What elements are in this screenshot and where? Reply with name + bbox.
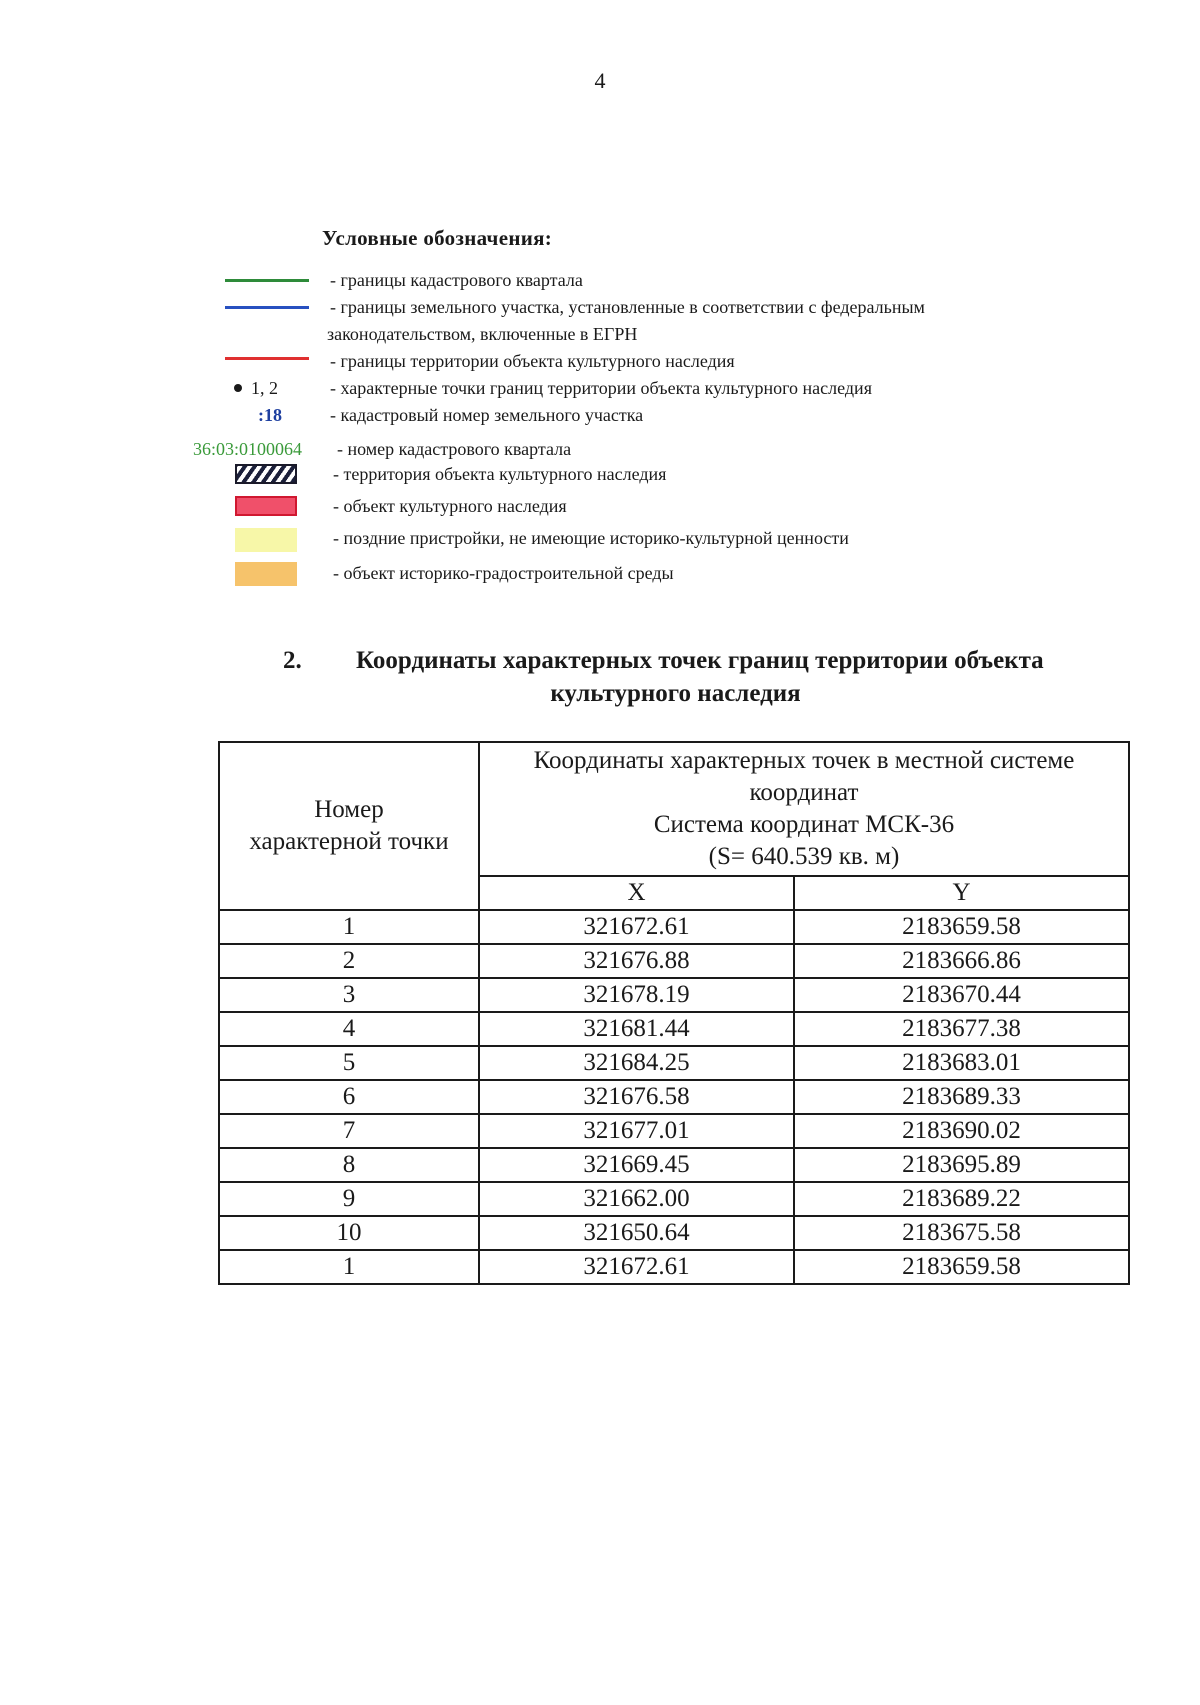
- header-x: X: [479, 876, 794, 910]
- section-number: 2.: [283, 647, 302, 674]
- cell-x: 321677.01: [479, 1114, 794, 1148]
- yellow-swatch-icon: [235, 528, 297, 552]
- legend-item-cadastral-block-boundary: [0, 268, 1200, 294]
- legend-item-cadastral-number: [0, 403, 1200, 429]
- cell-x: 321669.45: [479, 1148, 794, 1182]
- cell-point-number: 9: [219, 1182, 479, 1216]
- header-coordinates-line4: (S= 640.539 кв. м): [708, 843, 900, 870]
- legend-item-heritage-territory: [0, 462, 1200, 488]
- table-row: [219, 1046, 1129, 1080]
- legend-item-late-additions: [0, 526, 1200, 552]
- red-line-symbol: [225, 357, 309, 360]
- legend-item-land-plot-boundary: [0, 295, 1200, 347]
- cell-y: 2183677.38: [794, 1012, 1129, 1046]
- point-symbol: [234, 376, 278, 400]
- legend-text: - номер кадастрового квартала: [337, 439, 572, 459]
- cell-point-number: 10: [219, 1216, 479, 1250]
- legend-item-heritage-territory-boundary: [0, 349, 1200, 375]
- header-coordinates-line3: Система координат МСК-36: [653, 811, 955, 838]
- legend-text: - поздние пристройки, не имеющие историко-культурной ценности: [333, 528, 849, 548]
- table-row: [219, 1216, 1129, 1250]
- header-point-number-line1: Номер: [314, 796, 384, 823]
- cell-point-number: 3: [219, 978, 479, 1012]
- table-row: [219, 1182, 1129, 1216]
- section-title-line2: культурного наследия: [550, 680, 801, 707]
- cell-x: 321684.25: [479, 1046, 794, 1080]
- table-row: [219, 944, 1129, 978]
- legend-item-cadastral-block-number: [0, 437, 1200, 463]
- header-y: Y: [794, 876, 1129, 910]
- cell-y: 2183659.58: [794, 1250, 1129, 1284]
- cell-point-number: 2: [219, 944, 479, 978]
- cell-y: 2183695.89: [794, 1148, 1129, 1182]
- cell-y: 2183690.02: [794, 1114, 1129, 1148]
- point-symbol-label: 1, 2: [251, 378, 278, 398]
- table-header-row: [219, 742, 1129, 876]
- cell-point-number: 8: [219, 1148, 479, 1182]
- legend-text: - границы кадастрового квартала: [330, 270, 583, 290]
- hatch-swatch-icon: [235, 464, 297, 484]
- cadastral-block-symbol: 36:03:0100064: [193, 439, 303, 459]
- cell-x: 321650.64: [479, 1216, 794, 1250]
- cell-y: 2183689.33: [794, 1080, 1129, 1114]
- cell-y: 2183670.44: [794, 978, 1129, 1012]
- legend-title: Условные обозначения:: [322, 226, 553, 250]
- header-coordinates-line1: Координаты характерных точек в местной системе: [533, 747, 1075, 774]
- orange-swatch-icon: [235, 562, 297, 586]
- cell-x: 321676.58: [479, 1080, 794, 1114]
- header-coordinates: [479, 742, 1129, 876]
- table-row: [219, 1080, 1129, 1114]
- cell-x: 321662.00: [479, 1182, 794, 1216]
- cell-point-number: 6: [219, 1080, 479, 1114]
- legend-text: - границы территории объекта культурного наследия: [330, 351, 735, 371]
- header-coordinates-line2: координат: [749, 779, 859, 806]
- page-number: 4: [594, 68, 606, 93]
- cell-x: 321672.61: [479, 1250, 794, 1284]
- cell-x: 321672.61: [479, 910, 794, 944]
- legend-text: - объект культурного наследия: [333, 496, 567, 516]
- blue-line-symbol: [225, 306, 309, 309]
- cell-point-number: 4: [219, 1012, 479, 1046]
- legend-item-heritage-object: [0, 494, 1200, 520]
- table-row: [219, 1012, 1129, 1046]
- cell-point-number: 1: [219, 910, 479, 944]
- table-row: [219, 1148, 1129, 1182]
- cell-point-number: 5: [219, 1046, 479, 1080]
- dot-icon: [234, 384, 242, 392]
- cell-y: 2183659.58: [794, 910, 1129, 944]
- cell-y: 2183666.86: [794, 944, 1129, 978]
- legend-text: - границы земельного участка, установленные в соответствии с федеральным: [330, 297, 925, 317]
- cell-y: 2183675.58: [794, 1216, 1129, 1250]
- legend-item-characteristic-points: [0, 376, 1200, 402]
- header-point-number-line2: характерной точки: [249, 828, 449, 855]
- legend-text: - характерные точки границ территории объекта культурного наследия: [330, 378, 872, 398]
- cell-point-number: 7: [219, 1114, 479, 1148]
- header-point-number: [219, 742, 479, 910]
- cell-y: 2183683.01: [794, 1046, 1129, 1080]
- legend-text: - объект историко-градостроительной среды: [333, 563, 674, 583]
- cell-point-number: 1: [219, 1250, 479, 1284]
- legend-item-historic-environment: [0, 561, 1200, 587]
- table-row: [219, 1114, 1129, 1148]
- green-line-symbol: [225, 279, 309, 282]
- table-row: [219, 910, 1129, 944]
- cell-x: 321678.19: [479, 978, 794, 1012]
- legend-text-continued: законодательством, включенные в ЕГРН: [327, 324, 638, 344]
- legend-text: - кадастровый номер земельного участка: [330, 405, 644, 425]
- legend-text: - территория объекта культурного наследия: [333, 464, 667, 484]
- cell-x: 321676.88: [479, 944, 794, 978]
- table-row: [219, 1250, 1129, 1284]
- cadastral-number-symbol: :18: [258, 405, 282, 425]
- coordinates-table: [218, 741, 1130, 1285]
- red-swatch-icon: [235, 496, 297, 516]
- table-row: [219, 978, 1129, 1012]
- cell-x: 321681.44: [479, 1012, 794, 1046]
- section-title-line1: Координаты характерных точек границ территории объекта: [356, 647, 1044, 674]
- cell-y: 2183689.22: [794, 1182, 1129, 1216]
